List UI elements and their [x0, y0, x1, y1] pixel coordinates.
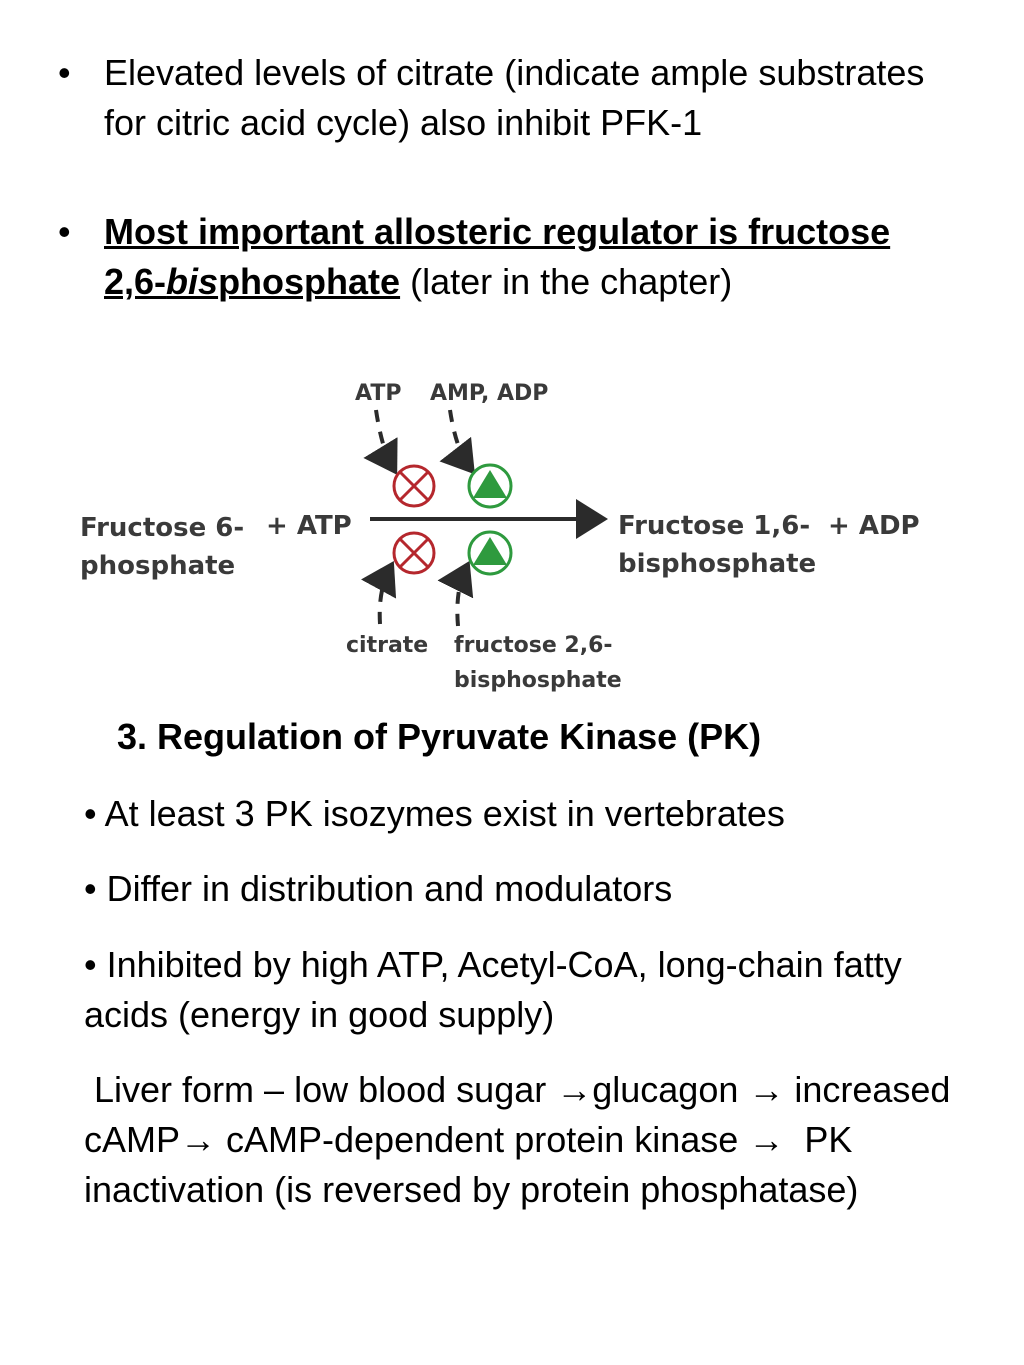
bottom-inhibitor-label: citrate	[346, 633, 429, 658]
adp-product-label: + ADP	[828, 511, 920, 541]
emphasis-italic: bis	[166, 261, 219, 302]
amp-adp-activation-arrow	[450, 410, 470, 468]
top-inhibitor-label: ATP	[355, 381, 402, 406]
top-activator-label: AMP, ADP	[430, 381, 549, 406]
atp-reactant-label: + ATP	[266, 511, 352, 541]
emphasis-text: Most important allosteric regulator is fructose 2,6-	[104, 211, 891, 302]
pfk1-regulation-diagram	[0, 370, 1024, 700]
pk-point-isozymes: • At least 3 PK isozymes exist in vertebrates	[84, 793, 785, 834]
inhibition-bottom-icon	[394, 533, 434, 573]
liver-form-paragraph: Liver form – low blood sugar →glucagon → increased cAMP→ cAMP-dependent protein kinase → PK inactivation (is reversed by protein phosphatase)	[84, 1069, 961, 1210]
f26bp-activation-arrow	[457, 568, 466, 626]
substrate-label-line2: phosphate	[80, 551, 236, 581]
activation-bottom-icon	[469, 532, 511, 574]
atp-inhibition-arrow	[376, 410, 393, 468]
bottom-activator-label-line2: bisphosphate	[454, 668, 622, 693]
emphasis-text-end: phosphate	[218, 261, 401, 302]
bullet-text	[104, 207, 934, 307]
section-title: 3. Regulation of Pyruvate Kinase (PK)	[117, 716, 762, 757]
product-label-line2: bisphosphate	[618, 549, 817, 579]
pk-point-distribution: • Differ in distribution and modulators	[84, 868, 673, 909]
bullet-marker: •	[58, 52, 71, 93]
normal-text: (later in the chapter)	[400, 261, 733, 302]
citrate-inhibition-arrow	[380, 568, 390, 624]
substrate-label: Fructose 6-	[80, 513, 245, 543]
inhibition-top-icon	[394, 466, 434, 506]
bullet-marker: •	[58, 211, 71, 252]
bullet-text: Elevated levels of citrate (indicate ample substrates for citric acid cycle) also inhibit PFK-1	[104, 52, 925, 143]
pk-point-inhibitors: • Inhibited by high ATP, Acetyl-CoA, long-chain fatty acids (energy in good supply)	[84, 944, 902, 1035]
bottom-activator-label: fructose 2,6-	[454, 633, 613, 658]
activation-top-icon	[469, 465, 511, 507]
product-label: Fructose 1,6-	[618, 511, 811, 541]
